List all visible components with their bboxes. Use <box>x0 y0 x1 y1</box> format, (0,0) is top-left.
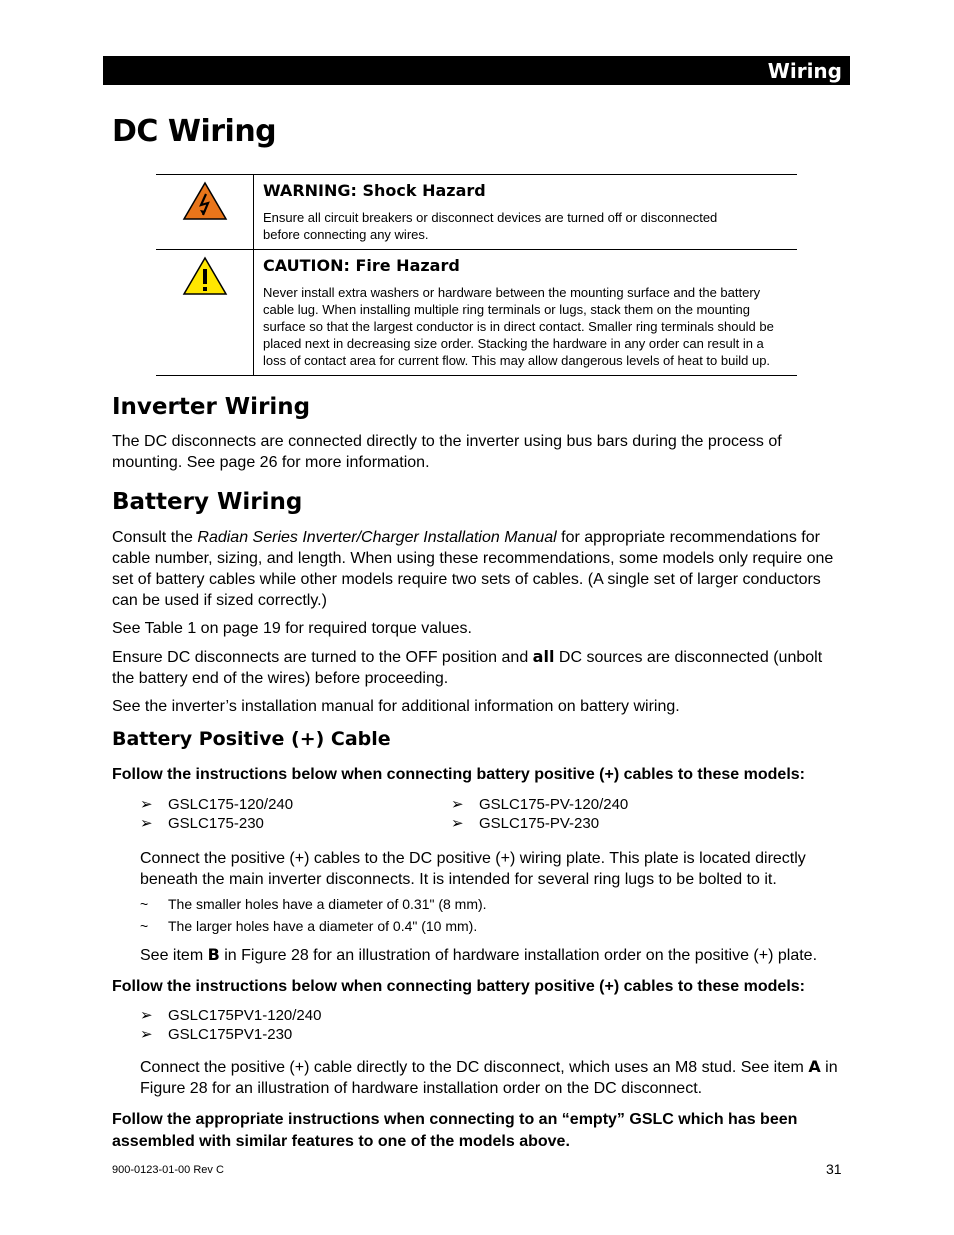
item-key-b: B <box>207 945 220 964</box>
text-run: for appropriate recommendations for cable number, sizing, and length. When using these recommendations, some models only require one set of battery cables while other models require two sets of cables. (A single set of larger conductors can be used if sized correctly.) <box>112 529 834 609</box>
hole-spec-text: The larger holes have a diameter of 0.4" (10 mm). <box>168 918 478 934</box>
arrow-bullet-icon: ➢ <box>451 796 464 813</box>
hole-spec-item <box>140 896 487 912</box>
instruction-note: Follow the appropriate instructions when connecting to an “empty” GSLC which has been assembled with similar features to one of the models above. <box>112 1111 798 1150</box>
model-list-item <box>451 795 628 813</box>
page-number: 31 <box>826 1161 842 1177</box>
emphasis-all: all <box>532 647 555 666</box>
battery-wiring-paragraph <box>112 527 847 611</box>
hazard-row-caution <box>156 250 797 376</box>
model-name: GSLC175-230 <box>168 815 264 832</box>
hazard-title: WARNING: Shock Hazard <box>263 181 486 200</box>
hazard-table <box>156 174 797 376</box>
model-list-item <box>140 1006 321 1024</box>
hazard-row-warning <box>156 175 797 250</box>
inverter-wiring-heading: Inverter Wiring <box>112 394 311 420</box>
tilde-bullet-icon: ~ <box>140 918 149 934</box>
document-number: 900-0123-01-00 Rev C <box>112 1164 224 1176</box>
battery-wiring-heading: Battery Wiring <box>112 489 303 515</box>
tilde-bullet-icon: ~ <box>140 896 149 912</box>
model-name: GSLC175PV1-230 <box>168 1026 293 1043</box>
model-name: GSLC175PV1-120/240 <box>168 1007 322 1024</box>
connect-disconnect-paragraph <box>140 1056 845 1099</box>
section-header-label: Wiring <box>767 59 842 83</box>
arrow-bullet-icon: ➢ <box>140 796 153 813</box>
inverter-wiring-text: The DC disconnects are connected directly to the inverter using bus bars during the process of mounting. See page 26 for more information. <box>112 433 782 471</box>
model-list-item <box>140 1025 292 1043</box>
inverter-manual-reference: See the inverter’s installation manual for additional information on battery wiring. <box>112 698 680 715</box>
hole-spec-text: The smaller holes have a diameter of 0.31" (8 mm). <box>168 896 487 912</box>
shock-hazard-icon <box>182 181 228 221</box>
model-name: GSLC175-PV-230 <box>479 815 600 832</box>
positive-cable-heading: Battery Positive (+) Cable <box>112 728 391 750</box>
model-list-item <box>140 795 293 813</box>
model-list-item <box>140 814 264 832</box>
text-run: Consult the <box>112 529 198 546</box>
page-title: DC Wiring <box>112 114 277 149</box>
arrow-bullet-icon: ➢ <box>140 1007 153 1024</box>
arrow-bullet-icon: ➢ <box>140 815 153 832</box>
disconnect-paragraph <box>112 646 847 689</box>
torque-reference: See Table 1 on page 19 for required torque values. <box>112 620 472 637</box>
arrow-bullet-icon: ➢ <box>451 815 464 832</box>
hazard-body: Never install extra washers or hardware between the mounting surface and the battery cable lug. When installing multiple ring terminals or lugs, stack them on the mounting surface so that the largest conductor is in direct contact. Smaller ring terminals should be placed next in decreasing size order. Stacking the hardware in any order can result in a loss of contact area for current flow. This may allow dangerous levels of heat to build up. <box>263 285 774 368</box>
text-run: See item <box>140 947 208 964</box>
section-header-bar <box>103 56 850 85</box>
hazard-title: CAUTION: Fire Hazard <box>263 256 460 275</box>
text-run: DC sources are disconnected (unbolt the battery end of the wires) before proceeding. <box>112 649 823 687</box>
text-run: Ensure DC disconnects are turned to the OFF position and <box>112 649 533 666</box>
instruction-note: Follow the instructions below when connecting battery positive (+) cables to these models: <box>112 766 805 783</box>
manual-title: Radian Series Inverter/Charger Installation Manual <box>197 529 557 546</box>
model-name: GSLC175-120/240 <box>168 796 294 813</box>
connect-plate-paragraph: Connect the positive (+) cables to the DC positive (+) wiring plate. This plate is located directly beneath the main inverter disconnects. It is intended for several ring lugs to be bolted to it. <box>140 850 806 888</box>
caution-icon <box>182 256 228 296</box>
item-key-a: A <box>808 1057 821 1076</box>
text-run: in Figure 28 for an illustration of hardware installation order on the positive (+) plate. <box>219 947 818 964</box>
text-run: in Figure 28 for an illustration of hardware installation order on the DC disconnect. <box>140 1059 838 1097</box>
instruction-note: Follow the instructions below when connecting battery positive (+) cables to these models: <box>112 978 805 995</box>
hazard-body: Ensure all circuit breakers or disconnect devices are turned off or disconnected before connecting any wires. <box>263 210 718 242</box>
model-list-item <box>451 814 599 832</box>
text-run: Connect the positive (+) cable directly to the DC disconnect, which uses an M8 stud. See item <box>140 1059 809 1076</box>
arrow-bullet-icon: ➢ <box>140 1026 153 1043</box>
see-item-b-paragraph <box>140 944 845 966</box>
hole-spec-item <box>140 918 477 934</box>
model-name: GSLC175-PV-120/240 <box>479 796 629 813</box>
